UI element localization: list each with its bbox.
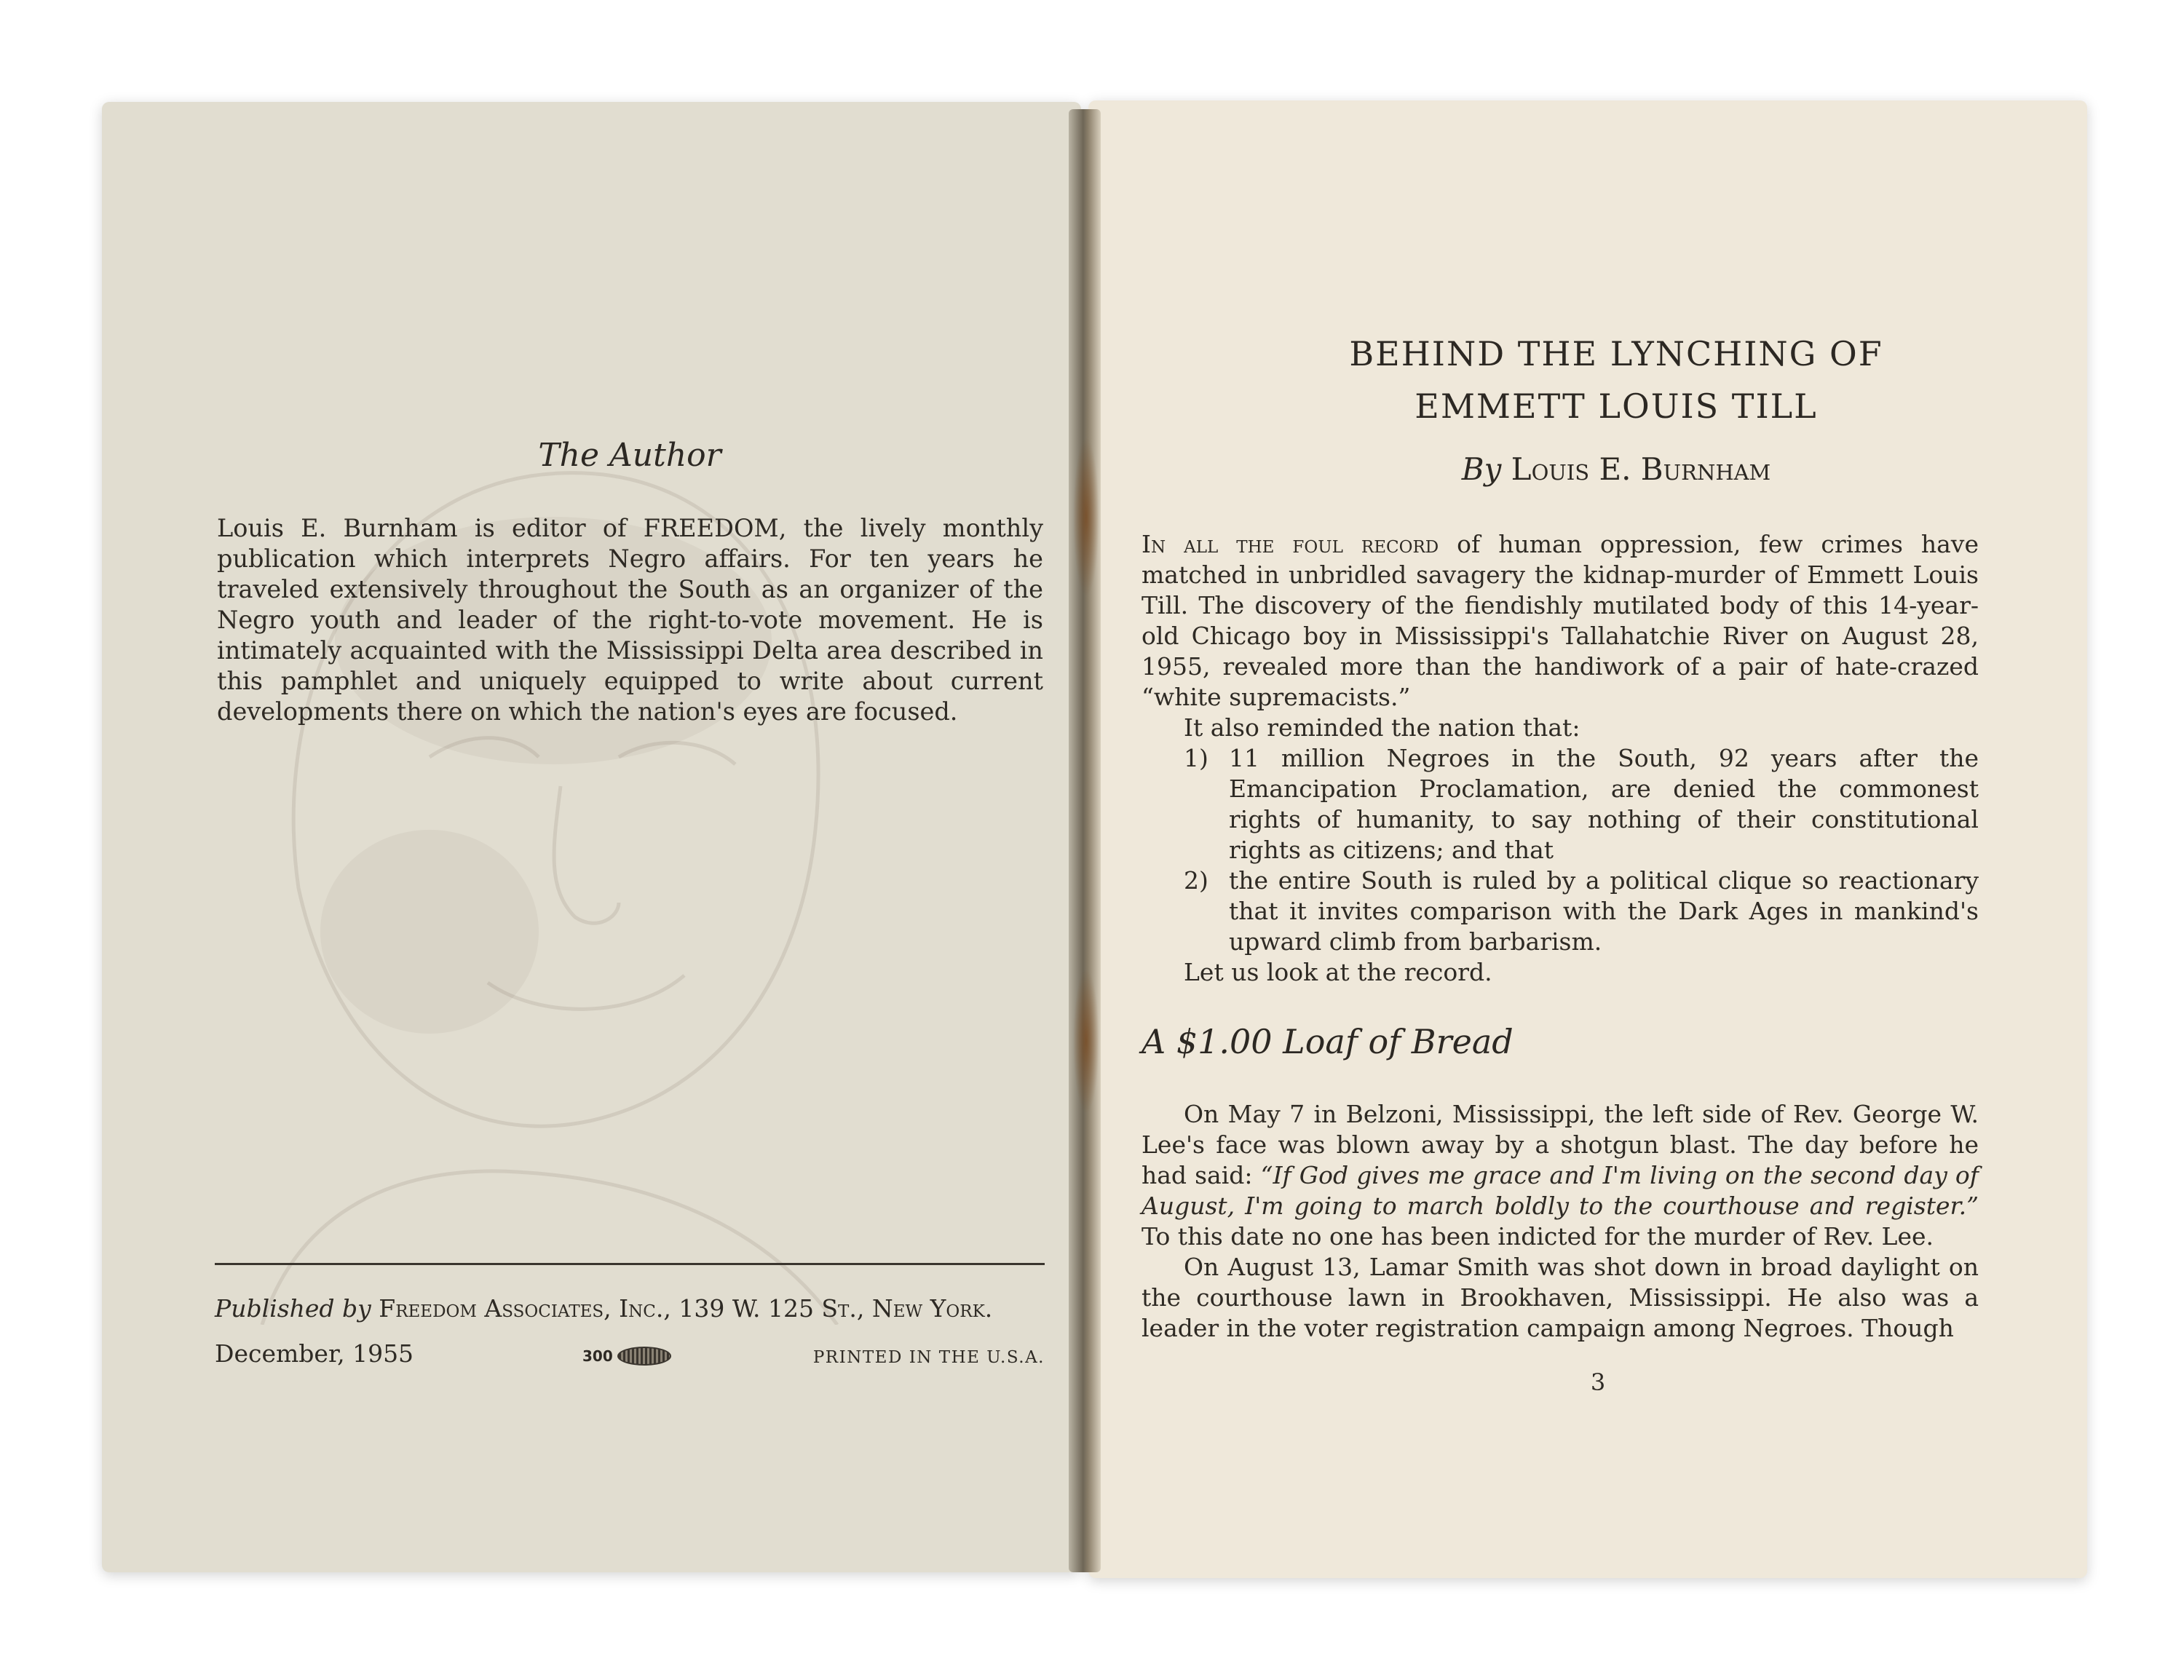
divider-rule <box>215 1263 1045 1265</box>
gutter-stain <box>1073 968 1099 1114</box>
byline-prefix: By <box>1461 451 1502 487</box>
title-line-1: BEHIND THE LYNCHING OF <box>1349 334 1883 373</box>
list-text: the entire South is ruled by a political clique so reactionary that it invites comparison with the Dark Ages in mankind's upward climb from barbarism. <box>1229 866 1979 956</box>
union-bug-number: 300 <box>582 1347 613 1365</box>
byline-name: Louis E. Burnham <box>1511 451 1771 487</box>
list-number: 2) <box>1184 866 1208 895</box>
paragraph-4 <box>1142 1099 1979 1252</box>
section-body <box>1142 1099 1979 1344</box>
article-title <box>1179 328 2053 432</box>
author-heading: The Author <box>538 437 721 474</box>
byline <box>1179 451 2053 487</box>
paragraph-4-start: On May 7 in Belzoni, Mississippi, the left side of Rev. George W. Lee's face was blown away by a shotgun blast. The day before he had said: <box>1142 1100 1979 1189</box>
paragraph-4-end: To this date no one has been indicted for the murder of Rev. Lee. <box>1142 1222 1934 1251</box>
union-bug-logo <box>582 1347 671 1366</box>
list-item <box>1184 865 1979 957</box>
paragraph-3: Let us look at the record. <box>1184 958 1492 986</box>
section-heading: A $1.00 Loaf of Bread <box>1142 1022 1514 1061</box>
paragraph-5: On August 13, Lamar Smith was shot down in broad daylight on the courthouse lawn in Brookhaven, Mississippi. He also was a leader in the voter registration campaign among Negroes. Though <box>1142 1253 1979 1342</box>
list-number: 1) <box>1184 744 1208 772</box>
paragraph-1-lead: In all the foul record <box>1142 530 1439 558</box>
gutter-stain <box>1073 437 1099 597</box>
printed-in-usa: PRINTED IN THE U.S.A. <box>812 1348 1045 1367</box>
article-intro <box>1142 529 1979 988</box>
book-gutter <box>1069 109 1101 1572</box>
list-text: 11 million Negroes in the South, 92 years after the Emancipation Proclamation, are denied the commonest rights of humanity, to say nothing of their constitutional rights as citizens; and that <box>1229 744 1979 864</box>
publisher-name: Freedom Associates, Inc., 139 W. 125 St., New York. <box>379 1294 993 1323</box>
title-line-2: EMMETT LOUIS TILL <box>1415 387 1818 426</box>
author-bio: Louis E. Burnham is editor of FREEDOM, the lively monthly publication which interprets Negro affairs. For ten years he traveled extensively throughout the South as an organizer of the Negro youth and leader of the right-to-vote movement. He is intimately acquainted with the Mississippi Delta area described in this pamphlet and uniquely equipped to write about current developments there on which the nation's eyes are focused. <box>217 514 1043 726</box>
list-item <box>1184 743 1979 865</box>
published-prefix: Published by <box>215 1294 371 1323</box>
page-number: 3 <box>1590 1368 1606 1396</box>
paragraph-4-quote: “If God gives me grace and I'm living on the second day of August, I'm going to march boldly to the courthouse and register.” <box>1142 1161 1979 1220</box>
paragraph-1-rest: of human oppression, few crimes have matched in unbridled savagery the kidnap-murder of Emmett Louis Till. The discovery of the fiendishly mutilated body of this 14-year-old Chicago boy in Mississippi's Tallahatchie River on August 28, 1955, revealed more than the handiwork of a pair of hate-crazed “white supremacists.” <box>1142 530 1979 711</box>
paragraph-1 <box>1142 529 1979 713</box>
union-bug-icon <box>617 1347 671 1366</box>
paragraph-2: It also reminded the nation that: <box>1184 713 1580 742</box>
publication-date: December, 1955 <box>215 1339 414 1368</box>
publisher-line <box>215 1294 1045 1323</box>
